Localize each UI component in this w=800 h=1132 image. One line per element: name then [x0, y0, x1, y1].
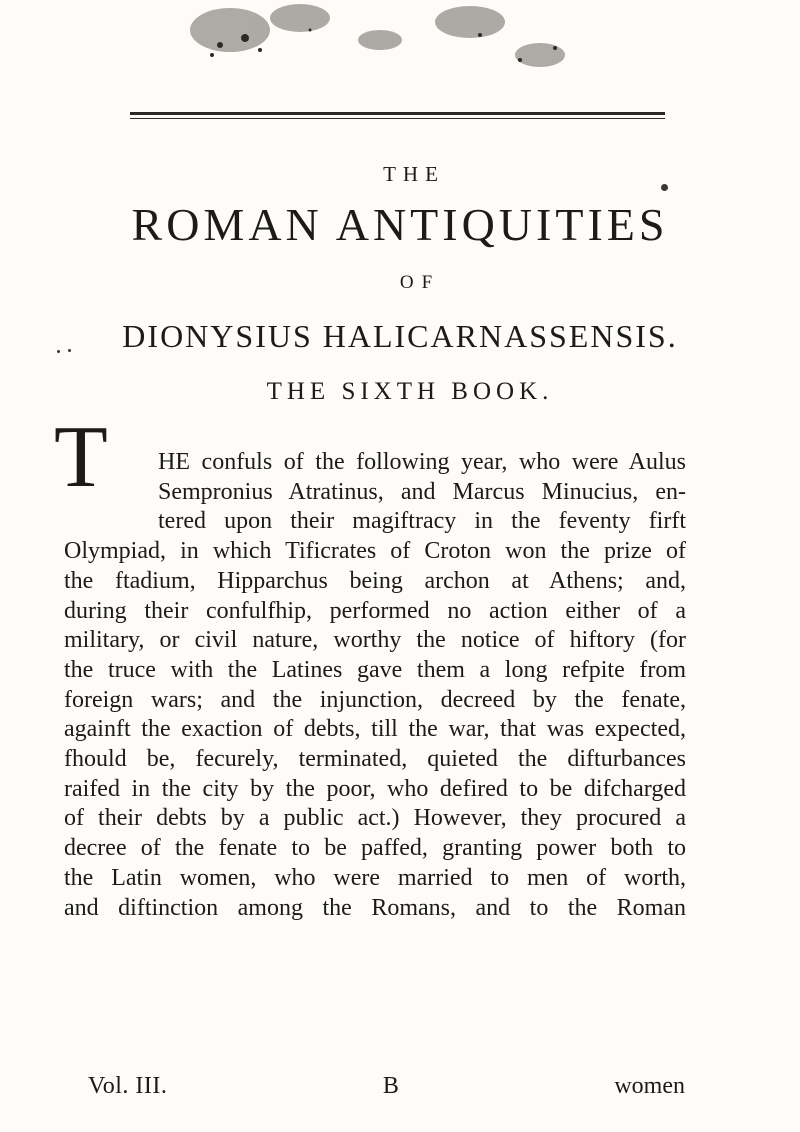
text-line: the truce with the Latines gave them a long refpite from: [64, 656, 686, 683]
signature-mark: B: [382, 1073, 399, 1099]
page-title: ROMAN ANTIQUITIES: [131, 199, 669, 250]
book-heading: THE SIXTH BOOK.: [266, 378, 554, 405]
ink-speck: [661, 184, 668, 191]
text-line: raifed in the city by the poor, who defired to be difcharged: [64, 775, 686, 802]
text-line: during their confulfhip, performed no action either of a: [64, 597, 686, 624]
catchword: women: [614, 1073, 685, 1099]
text-line: the Latin women, who were married to men of worth,: [64, 864, 686, 891]
text-line: military, or civil nature, worthy the notice of hiftory (for: [64, 627, 686, 654]
drop-cap: T: [54, 409, 108, 506]
text-line: Olympiad, in which Tificrates of Croton won the prize of: [64, 538, 686, 565]
text-line: of their debts by a public act.) However, they procured a: [64, 805, 686, 832]
text-line: the ftadium, Hipparchus being archon at Athens; and,: [64, 567, 686, 594]
header-rule-thick: [130, 112, 665, 115]
text-line: decree of the fenate to be paffed, granting power both to: [64, 835, 686, 862]
headpiece-ornament: [150, 0, 590, 85]
text-line: HE confuls of the following year, who were Aulus: [158, 449, 686, 475]
text-line: foreign wars; and the injunction, decreed by the fenate,: [64, 686, 686, 713]
text-line: and diftinction among the Romans, and to the Roman: [64, 894, 686, 921]
text-line: fhould be, fecurely, terminated, quieted the difturbances: [64, 746, 686, 773]
ink-speck: [57, 350, 60, 353]
text-line: Sempronius Atratinus, and Marcus Minucius, en-: [158, 478, 686, 505]
page-footer: [88, 1073, 685, 1100]
text-line: againft the exaction of debts, till the war, that was expected,: [64, 716, 686, 743]
author-name: DIONYSIUS HALICARNASSENSIS.: [122, 318, 678, 354]
body-text: [64, 448, 686, 923]
ink-speck: [68, 349, 71, 352]
title-of: OF: [399, 272, 441, 293]
title-article: THE: [383, 162, 445, 186]
text-line: tered upon their magiftracy in the feventy firft: [158, 508, 686, 535]
header-rule-thin: [130, 118, 665, 119]
volume-label: Vol. III.: [88, 1073, 168, 1099]
